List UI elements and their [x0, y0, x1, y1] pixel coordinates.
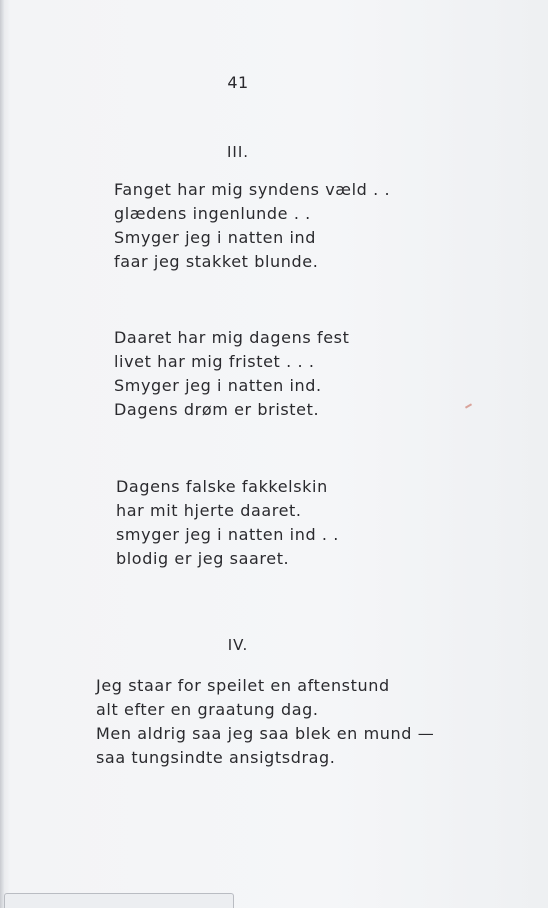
- page-bottom-tab: [4, 893, 234, 908]
- verse-line: Daaret har mig dagens fest: [114, 328, 350, 347]
- verse-line: saa tungsindte ansigtsdrag.: [96, 748, 336, 767]
- section-heading-iv: IV.: [227, 636, 249, 654]
- stanza-3: [116, 475, 339, 571]
- verse-line: Smyger jeg i natten ind.: [114, 376, 322, 395]
- page-edge: [0, 0, 4, 908]
- verse-line: Fanget har mig syndens væld . .: [114, 180, 391, 199]
- ink-mark: [465, 403, 472, 408]
- verse-line: blodig er jeg saaret.: [116, 549, 290, 568]
- section-heading-iii: III.: [226, 143, 250, 161]
- verse-line: Men aldrig saa jeg saa blek en mund —: [96, 724, 435, 743]
- verse-line: faar jeg stakket blunde.: [114, 252, 319, 271]
- stanza-2: [114, 326, 349, 422]
- verse-line: Dagens falske fakkelskin: [116, 477, 328, 496]
- page-number: 41: [227, 73, 249, 92]
- verse-line: har mit hjerte daaret.: [116, 501, 302, 520]
- verse-line: Jeg staar for speilet en aftenstund: [96, 676, 390, 695]
- verse-line: Dagens drøm er bristet.: [114, 400, 320, 419]
- stanza-1: [114, 178, 390, 274]
- verse-line: alt efter en graatung dag.: [96, 700, 319, 719]
- stanza-4: [96, 674, 434, 770]
- verse-line: smyger jeg i natten ind . .: [116, 525, 339, 544]
- verse-line: Smyger jeg i natten ind: [114, 228, 317, 247]
- verse-line: glædens ingenlunde . .: [114, 204, 311, 223]
- verse-line: livet har mig fristet . . .: [114, 352, 315, 371]
